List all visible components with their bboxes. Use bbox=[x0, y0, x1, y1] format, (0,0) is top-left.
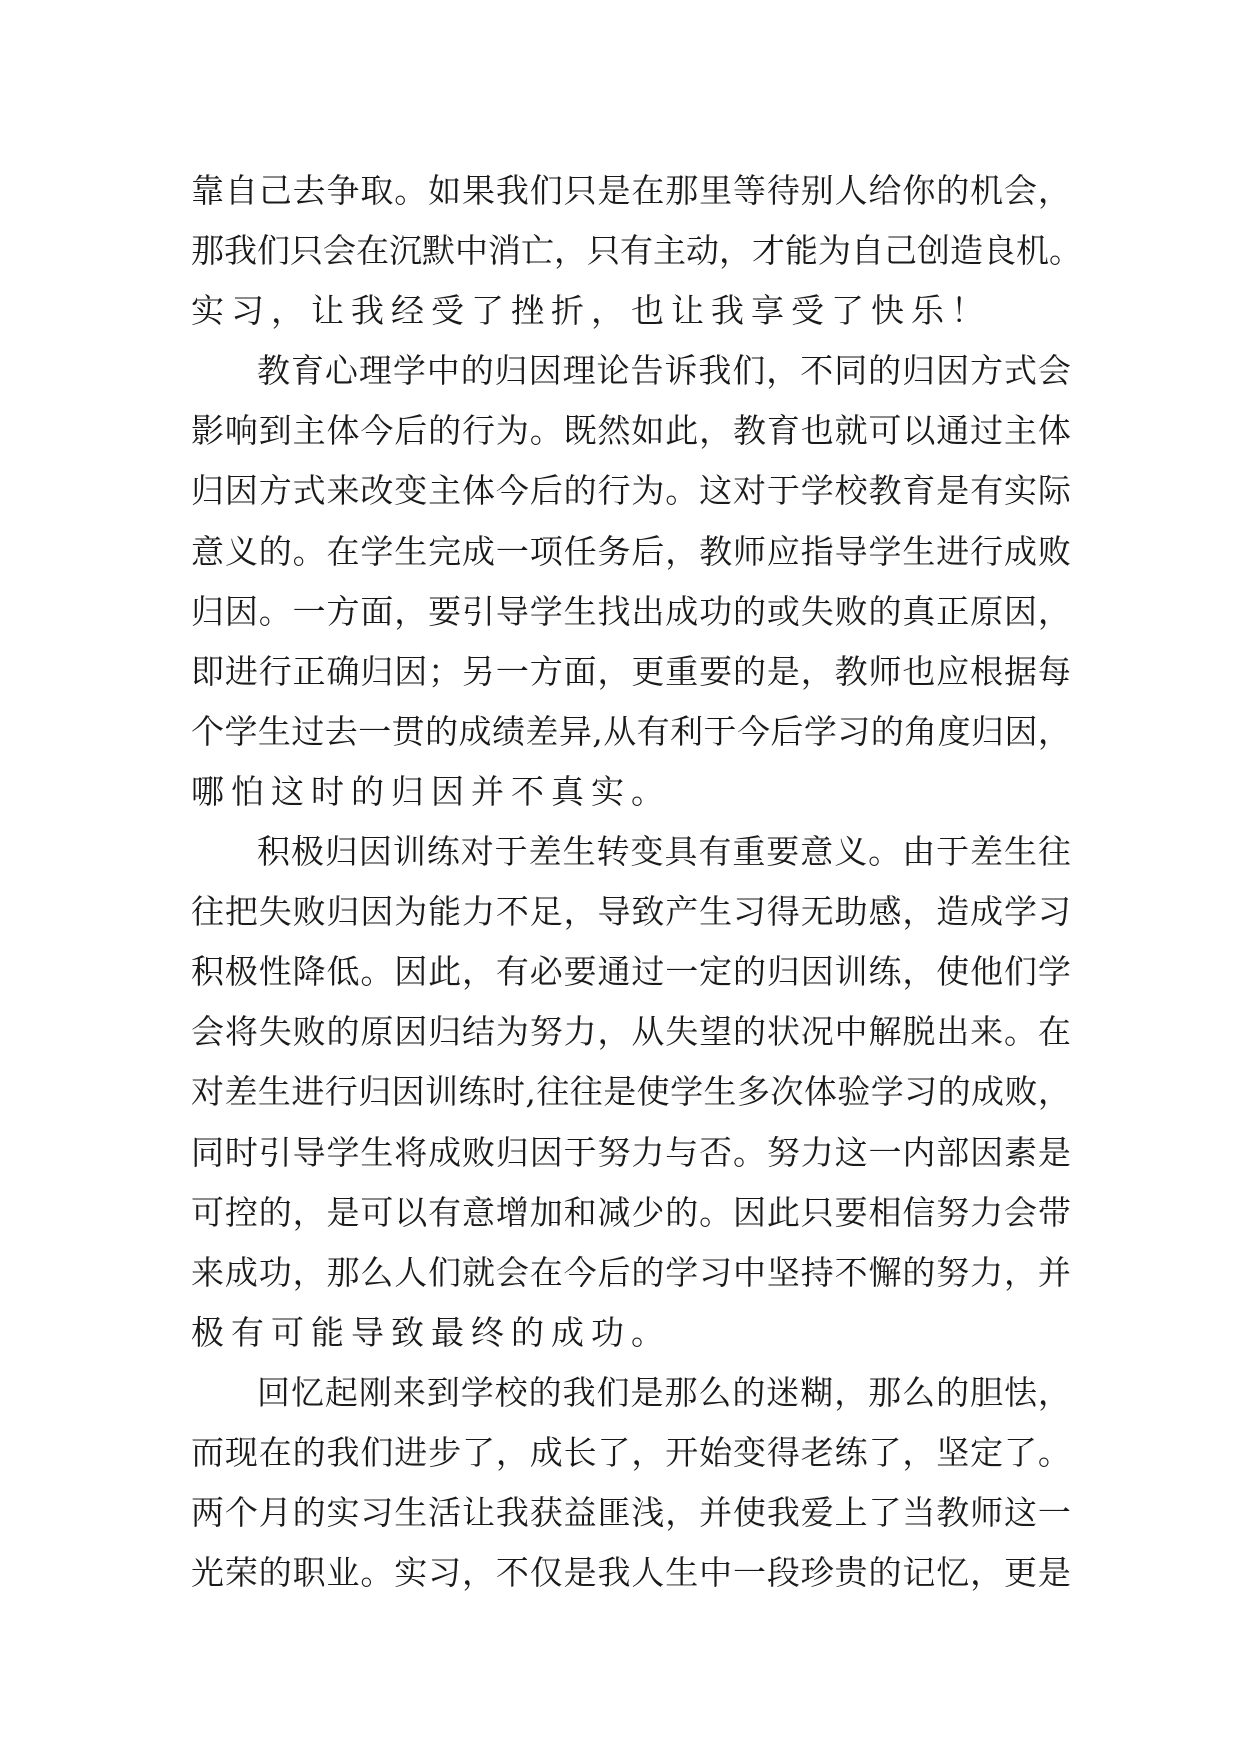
paragraph-first-line: 积 极 归 因 训 练 对 于 差 生 转 变 具 有 重 要 意 义 。 由 于 差 生 往 bbox=[257, 832, 1071, 872]
text-line: 对 差 生 进 行 归 因 训 练 时 , 往 往 是 使 学 生 多 次 体 验 学 习 的 成 败 ， bbox=[191, 1072, 1071, 1112]
text-line: 那 我 们 只 会 在 沉 默 中 消 亡 ， 只 有 主 动 ， 才 能 为 自 己 创 造 良 机 。 bbox=[191, 231, 1082, 271]
text-line: 会 将 失 败 的 原 因 归 结 为 努 力 ， 从 失 望 的 状 况 中 解 脱 出 来 。 在 bbox=[191, 1012, 1071, 1052]
text-line: 靠 自 己 去 争 取 。 如 果 我 们 只 是 在 那 里 等 待 别 人 给 你 的 机 会 ， bbox=[191, 171, 1071, 210]
text-line: 可 控 的 ， 是 可 以 有 意 增 加 和 减 少 的 。 因 此 只 要 相 信 努 力 会 带 bbox=[191, 1192, 1071, 1232]
body-text bbox=[191, 161, 1082, 1603]
paragraph-first-line: 教 育 心 理 学 中 的 归 因 理 论 告 诉 我 们 ， 不 同 的 归 因 方 式 会 bbox=[257, 351, 1071, 391]
text-line: 而 现 在 的 我 们 进 步 了 ， 成 长 了 ， 开 始 变 得 老 练 了 ， 坚 定 了 。 bbox=[191, 1432, 1071, 1472]
text-line: 实 习 ， 让 我 经 受 了 挫 折 ， 也 让 我 享 受 了 快 乐 ！ bbox=[191, 291, 984, 331]
text-line: 归 因 方 式 来 改 变 主 体 今 后 的 行 为 。 这 对 于 学 校 教 育 是 有 实 际 bbox=[191, 471, 1071, 511]
paragraph-first-line: 回 忆 起 刚 来 到 学 校 的 我 们 是 那 么 的 迷 糊 ， 那 么 的 胆 怯 ， bbox=[257, 1372, 1071, 1412]
text-line: 影 响 到 主 体 今 后 的 行 为 。 既 然 如 此 ， 教 育 也 就 可 以 通 过 主 体 bbox=[191, 411, 1071, 451]
text-line: 两 个 月 的 实 习 生 活 让 我 获 益 匪 浅 ， 并 使 我 爱 上 了 当 教 师 这 一 bbox=[191, 1493, 1071, 1533]
text-line: 哪 怕 这 时 的 归 因 并 不 真 实 。 bbox=[191, 771, 664, 811]
text-line: 极 有 可 能 导 致 最 终 的 成 功 。 bbox=[191, 1312, 664, 1352]
text-line: 意 义 的 。 在 学 生 完 成 一 项 任 务 后 ， 教 师 应 指 导 学 生 进 行 成 败 bbox=[191, 531, 1071, 571]
text-line: 往 把 失 败 归 因 为 能 力 不 足 ， 导 致 产 生 习 得 无 助 感 ， 造 成 学 习 bbox=[191, 892, 1071, 932]
text-line: 个 学 生 过 去 一 贯 的 成 绩 差 异 , 从 有 利 于 今 后 学 习 的 角 度 归 因 ， bbox=[191, 711, 1071, 751]
text-line: 来 成 功 ， 那 么 人 们 就 会 在 今 后 的 学 习 中 坚 持 不 懈 的 努 力 ， 并 bbox=[191, 1252, 1071, 1292]
text-line: 即 进 行 正 确 归 因 ； 另 一 方 面 ， 更 重 要 的 是 ， 教 师 也 应 根 据 每 bbox=[191, 651, 1071, 691]
text-line: 归 因 。 一 方 面 ， 要 引 导 学 生 找 出 成 功 的 或 失 败 的 真 正 原 因 ， bbox=[191, 591, 1071, 631]
text-line: 同 时 引 导 学 生 将 成 败 归 因 于 努 力 与 否 。 努 力 这 一 内 部 因 素 是 bbox=[191, 1132, 1071, 1172]
text-line: 积 极 性 降 低 。 因 此 ， 有 必 要 通 过 一 定 的 归 因 训 练 ， 使 他 们 学 bbox=[191, 952, 1071, 992]
text-line: 光 荣 的 职 业 。 实 习 ， 不 仅 是 我 人 生 中 一 段 珍 贵 的 记 忆 ， 更 是 bbox=[191, 1553, 1071, 1593]
